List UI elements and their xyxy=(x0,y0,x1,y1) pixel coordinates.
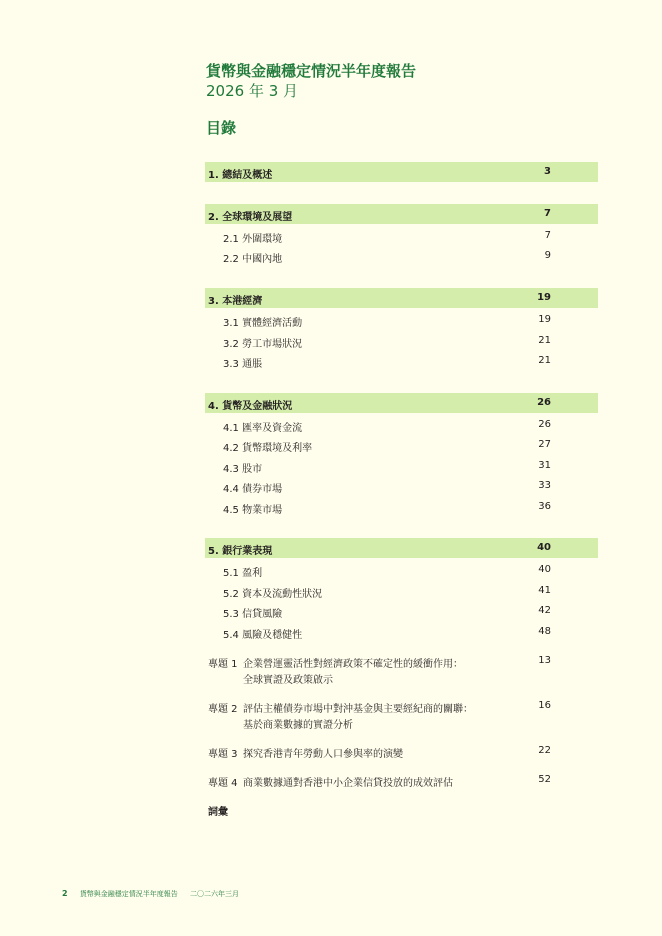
footer-page-number: 2 xyxy=(62,889,68,898)
toc-item-page: 21 xyxy=(538,355,551,366)
toc-section-label: 5. 銀行業表現 xyxy=(208,546,273,557)
toc-box-page: 52 xyxy=(538,774,551,785)
toc-item-label: 5.2 資本及流動性狀況 xyxy=(223,589,323,600)
toc-item[interactable] xyxy=(205,314,598,328)
toc-item[interactable] xyxy=(205,585,598,599)
toc-heading: 目錄 xyxy=(206,119,237,137)
toc-item-page: 31 xyxy=(538,460,551,471)
toc-item-label: 4.1 匯率及資金流 xyxy=(223,423,303,434)
toc-item-label: 3.1 實體經濟活動 xyxy=(223,318,303,329)
toc-item[interactable] xyxy=(205,626,598,640)
toc-item-label: 5.1 盈利 xyxy=(223,568,263,579)
toc-item[interactable] xyxy=(205,480,598,494)
toc-item[interactable] xyxy=(205,419,598,433)
toc-section-label: 4. 貨幣及金融狀況 xyxy=(208,401,293,412)
toc-item-page: 40 xyxy=(538,564,551,575)
toc-box-title: 商業數據通對香港中小企業信貸投放的成效評估 xyxy=(243,778,453,789)
toc-item-label: 4.2 貨幣環境及利率 xyxy=(223,443,313,454)
toc-item[interactable] xyxy=(205,564,598,578)
toc-item-label: 4.5 物業市場 xyxy=(223,505,283,516)
toc-section-page: 26 xyxy=(537,397,551,408)
toc-glossary[interactable]: 詞彙 xyxy=(208,807,228,818)
toc-box[interactable] xyxy=(205,655,598,687)
toc-item-label: 3.3 通脹 xyxy=(223,359,263,370)
toc-section-page: 3 xyxy=(544,166,551,177)
toc-item-page: 9 xyxy=(544,250,551,261)
toc-box[interactable] xyxy=(205,774,598,790)
toc-item-page: 26 xyxy=(538,419,551,430)
toc-item-page: 33 xyxy=(538,480,551,491)
toc-box-subtitle: 基於商業數據的實證分析 xyxy=(243,720,353,731)
toc-box-title: 企業營運靈活性對經濟政策不確定性的緩衝作用： xyxy=(243,659,463,670)
toc-item[interactable] xyxy=(205,335,598,349)
toc-box-tag: 專題 4 xyxy=(208,778,238,789)
toc-box[interactable] xyxy=(205,700,598,732)
toc-box-tag: 專題 3 xyxy=(208,749,238,760)
toc-box-title: 探究香港青年勞動人口參與率的演變 xyxy=(243,749,403,760)
toc-box-page: 13 xyxy=(538,655,551,666)
toc-item[interactable] xyxy=(205,230,598,244)
toc-item-page: 48 xyxy=(538,626,551,637)
toc-section[interactable] xyxy=(205,393,598,413)
toc-item-page: 7 xyxy=(544,230,551,241)
toc-box-tag: 專題 2 xyxy=(208,704,238,715)
toc-item-label: 3.2 勞工市場狀況 xyxy=(223,339,303,350)
toc-item-page: 36 xyxy=(538,501,551,512)
toc-item[interactable] xyxy=(205,250,598,264)
toc-item-label: 5.4 風險及穩健性 xyxy=(223,630,303,641)
report-title: 貨幣與金融穩定情況半年度報告 xyxy=(206,62,417,80)
toc-box-subtitle: 全球實證及政策啟示 xyxy=(243,675,333,686)
toc-item[interactable] xyxy=(205,355,598,369)
report-date: 2026 年 3 月 xyxy=(206,82,299,100)
toc-box-title: 評估主權債券市場中對沖基金與主要經紀商的關聯： xyxy=(243,704,473,715)
toc-box-page: 22 xyxy=(538,745,551,756)
toc-section-page: 7 xyxy=(544,208,551,219)
toc-section[interactable] xyxy=(205,538,598,558)
toc-section-label: 2. 全球環境及展望 xyxy=(208,212,293,223)
toc-section-page: 40 xyxy=(537,542,551,553)
toc-item-label: 2.2 中國內地 xyxy=(223,254,283,265)
toc-item[interactable] xyxy=(205,501,598,515)
toc-item-label: 5.3 信貸風險 xyxy=(223,609,283,620)
toc-item-label: 4.3 股市 xyxy=(223,464,263,475)
toc-section-label: 3. 本港經濟 xyxy=(208,296,263,307)
toc-item-page: 42 xyxy=(538,605,551,616)
toc-box-tag: 專題 1 xyxy=(208,659,238,670)
toc-item-label: 2.1 外圍環境 xyxy=(223,234,283,245)
toc-section[interactable] xyxy=(205,162,598,182)
toc-item-label: 4.4 債券市場 xyxy=(223,484,283,495)
toc-item[interactable] xyxy=(205,439,598,453)
toc-item[interactable] xyxy=(205,605,598,619)
toc-section-page: 19 xyxy=(537,292,551,303)
toc-box[interactable] xyxy=(205,745,598,761)
toc-section-label: 1. 總結及概述 xyxy=(208,170,273,181)
toc-item[interactable] xyxy=(205,460,598,474)
footer-date: 二〇二六年三月 xyxy=(190,890,240,898)
toc-box-page: 16 xyxy=(538,700,551,711)
toc-item-page: 27 xyxy=(538,439,551,450)
toc-section[interactable] xyxy=(205,204,598,224)
toc-item-page: 21 xyxy=(538,335,551,346)
toc-item-page: 19 xyxy=(538,314,551,325)
page-footer xyxy=(62,889,239,899)
toc-item-page: 41 xyxy=(538,585,551,596)
footer-report-title: 貨幣與金融穩定情況半年度報告 xyxy=(79,890,178,898)
toc-section[interactable] xyxy=(205,288,598,308)
